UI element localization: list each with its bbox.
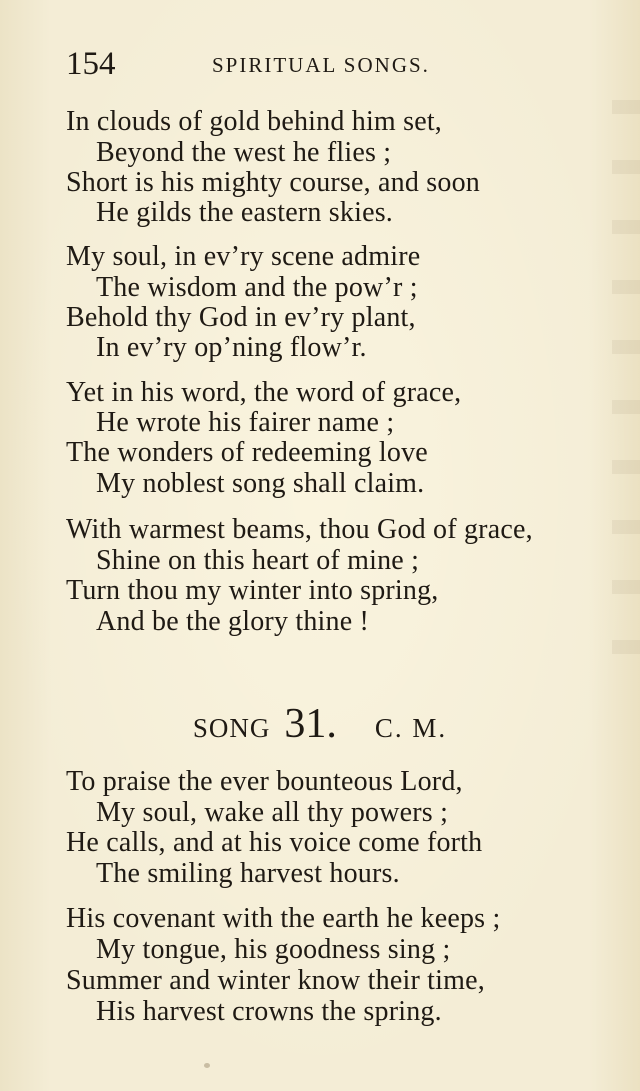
stanza-2-line-4: In ev’ry op’ning flow’r. <box>96 332 367 363</box>
page-number: 154 <box>66 46 116 82</box>
stanza-2-line-1: My soul, in ev’ry scene admire <box>66 241 421 272</box>
stanza-2-line-3: Behold thy God in ev’ry plant, <box>66 302 416 333</box>
stanza-3-line-4: My noblest song shall claim. <box>96 468 425 499</box>
song-stanza-1-line-2: My soul, wake all thy powers ; <box>96 797 449 828</box>
song-label: SONG <box>192 713 271 743</box>
stanza-4-line-3: Turn thou my winter into spring, <box>66 575 439 606</box>
running-head: SPIRITUAL SONGS. <box>212 53 430 77</box>
song-meter: C. M. <box>374 713 448 743</box>
stanza-4-line-1: With warmest beams, thou God of grace, <box>66 514 533 545</box>
song-stanza-1-line-1: To praise the ever bounteous Lord, <box>66 766 463 797</box>
bleed-through-shadow <box>612 100 640 660</box>
page-header <box>66 44 486 84</box>
song-stanza-1-line-4: The smiling harvest hours. <box>96 858 400 889</box>
stanza-4-line-2: Shine on this heart of mine ; <box>96 545 420 576</box>
song-stanza-1-line-3: He calls, and at his voice come forth <box>66 827 483 858</box>
song-stanza-2-line-4: His harvest crowns the spring. <box>96 996 442 1027</box>
song-stanza-2-line-3: Summer and winter know their time, <box>66 965 485 996</box>
stanza-2-line-2: The wisdom and the pow’r ; <box>96 272 418 303</box>
paper-speck <box>204 1063 210 1068</box>
stanza-4-line-4: And be the glory thine ! <box>96 606 370 637</box>
stanza-1-line-4: He gilds the eastern skies. <box>96 197 393 228</box>
stanza-3-line-3: The wonders of redeeming love <box>66 437 428 468</box>
song-stanza-2-line-2: My tongue, his goodness sing ; <box>96 934 451 965</box>
stanza-3-line-2: He wrote his fairer name ; <box>96 407 395 438</box>
stanza-1-line-1: In clouds of gold behind him set, <box>66 106 443 137</box>
song-heading <box>0 700 640 748</box>
stanza-1-line-2: Beyond the west he flies ; <box>96 137 392 168</box>
song-stanza-2-line-1: His covenant with the earth he keeps ; <box>66 903 501 934</box>
song-number: 31. <box>284 701 337 747</box>
stanza-3-line-1: Yet in his word, the word of grace, <box>66 377 462 408</box>
stanza-1-line-3: Short is his mighty course, and soon <box>66 167 480 198</box>
